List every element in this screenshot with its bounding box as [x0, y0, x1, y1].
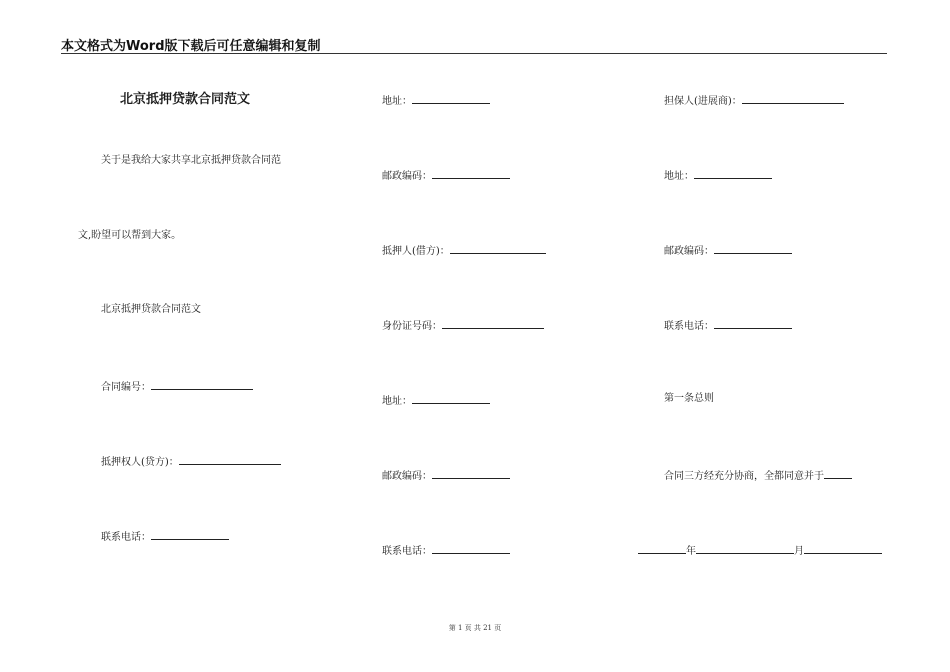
guarantor-label: 担保人(进展商)： [664, 96, 742, 107]
phone-label-right: 联系电话： [664, 321, 714, 332]
column-middle [340, 0, 630, 672]
postcode-label-3: 邮政编码： [664, 246, 714, 257]
postcode-label-1: 邮政编码： [382, 171, 432, 182]
postcode-blank-3[interactable] [714, 243, 792, 254]
year-blank[interactable] [638, 543, 686, 554]
address-field-3 [664, 168, 772, 183]
postcode-blank-2[interactable] [432, 468, 510, 479]
phone-label-left: 联系电话： [101, 532, 151, 543]
mortgagee-label: 抵押权人(贷方)： [101, 457, 179, 468]
document-title: 北京抵押贷款合同范文 [120, 92, 251, 107]
postcode-blank-1[interactable] [432, 168, 510, 179]
contract-no-blank[interactable] [151, 379, 253, 390]
column-left [0, 0, 340, 672]
contract-no-label: 合同编号： [101, 382, 151, 393]
day-blank[interactable] [804, 543, 882, 554]
address-blank-3[interactable] [694, 168, 772, 179]
address-field-2 [382, 393, 490, 408]
clause-line [664, 468, 852, 483]
intro-line-2: 文,盼望可以帮到大家。 [78, 230, 182, 241]
address-label-1: 地址： [382, 96, 412, 107]
month-lead-blank[interactable] [696, 543, 794, 554]
intro-line-1: 关于是我给大家共享北京抵押贷款合同范 [101, 155, 281, 166]
id-label: 身份证号码： [382, 321, 442, 332]
date-line [638, 543, 882, 558]
mortgagor-field [382, 243, 546, 258]
column-right [630, 0, 950, 672]
id-blank[interactable] [442, 318, 544, 329]
mortgagor-label: 抵押人(借方)： [382, 246, 450, 257]
year-label: 年 [686, 546, 696, 557]
clause-text: 合同三方经充分协商，全都同意并于 [664, 471, 824, 482]
page-footer: 第 1 页 共 21 页 [448, 624, 502, 632]
mortgagee-field [101, 454, 281, 469]
address-label-3: 地址： [664, 171, 694, 182]
postcode-field-3 [664, 243, 792, 258]
id-field [382, 318, 544, 333]
phone-label-middle: 联系电话： [382, 546, 432, 557]
mortgagee-blank[interactable] [179, 454, 281, 465]
address-blank-1[interactable] [412, 93, 490, 104]
phone-field-right [664, 318, 792, 333]
phone-field-left [101, 529, 229, 544]
address-field-1 [382, 93, 490, 108]
mortgagor-blank[interactable] [450, 243, 546, 254]
address-blank-2[interactable] [412, 393, 490, 404]
address-label-2: 地址： [382, 396, 412, 407]
postcode-field-2 [382, 468, 510, 483]
phone-field-middle [382, 543, 510, 558]
guarantor-blank[interactable] [742, 93, 844, 104]
postcode-field-1 [382, 168, 510, 183]
phone-blank-left[interactable] [151, 529, 229, 540]
header-text: 本文格式为Word版下载后可任意编辑和复制 [61, 39, 321, 54]
guarantor-field [664, 93, 844, 108]
month-label: 月 [794, 546, 804, 557]
subtitle: 北京抵押贷款合同范文 [101, 304, 201, 315]
article-1-heading: 第一条总则 [664, 393, 714, 404]
phone-blank-middle[interactable] [432, 543, 510, 554]
clause-blank[interactable] [824, 468, 852, 479]
postcode-label-2: 邮政编码： [382, 471, 432, 482]
phone-blank-right[interactable] [714, 318, 792, 329]
contract-no-field [101, 379, 253, 394]
